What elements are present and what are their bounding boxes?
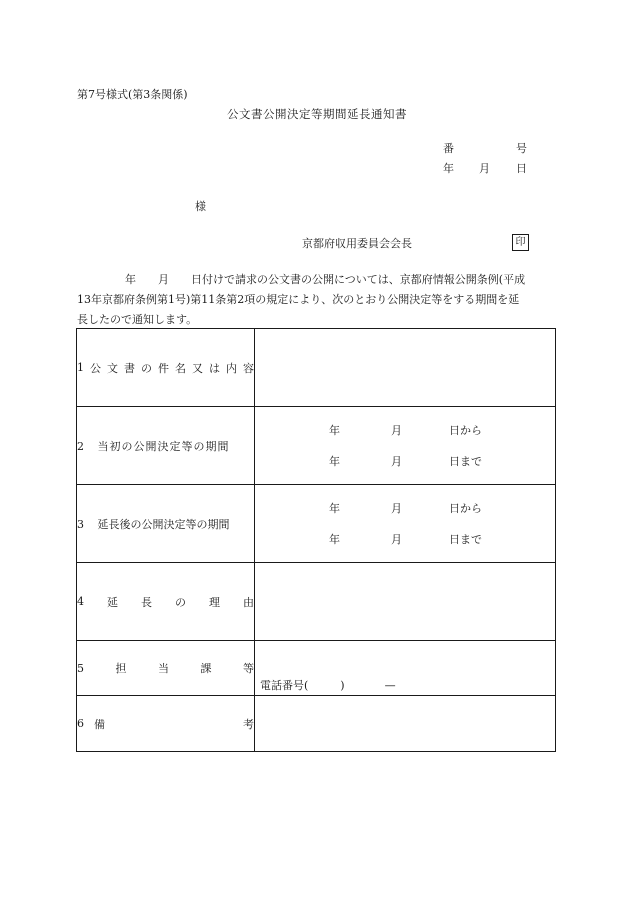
phone-label: 電話番号( — [260, 678, 309, 692]
table-row — [77, 329, 556, 407]
row-label — [77, 563, 255, 641]
period-day: 日まで — [449, 455, 482, 468]
period-month: 月 — [391, 455, 402, 468]
row-label-chars — [77, 594, 254, 610]
table-row — [77, 485, 556, 563]
period-year: 年 — [329, 502, 340, 515]
label-char: 書 — [124, 361, 135, 375]
row-label-chars — [77, 716, 254, 732]
row-label — [77, 696, 255, 752]
document-title: 公文書公開決定等期間延長通知書 — [227, 107, 407, 121]
period-day: 日まで — [449, 533, 482, 546]
label-char: 件 — [158, 361, 169, 375]
document-name-field[interactable] — [255, 329, 556, 407]
row-number: 5 — [77, 661, 84, 675]
label-char: 名 — [175, 361, 186, 375]
phone-dash: — — [384, 678, 396, 692]
row-label-chars — [77, 360, 254, 376]
form-number: 第7号様式(第3条関係) — [77, 88, 188, 101]
number-suffix: 号 — [516, 142, 527, 155]
date-month: 月 — [479, 162, 490, 175]
label-char: 課 — [200, 662, 212, 675]
row-label — [77, 329, 255, 407]
original-period-field[interactable] — [255, 407, 556, 485]
label-char: の — [141, 361, 152, 375]
label-char: 理 — [209, 595, 220, 609]
row-label — [77, 485, 255, 563]
extended-period-field[interactable] — [255, 485, 556, 563]
label-char: 担 — [115, 662, 127, 675]
reason-field[interactable] — [255, 563, 556, 641]
recipient-honorific: 様 — [195, 200, 206, 213]
period-month: 月 — [391, 533, 402, 546]
number-label: 番 — [443, 142, 454, 155]
issue-date — [443, 160, 527, 176]
label-char: 延 — [107, 595, 118, 609]
table-row — [77, 407, 556, 485]
period-year: 年 — [329, 424, 340, 437]
row-label-chars — [77, 660, 254, 676]
label-char: 由 — [243, 595, 254, 609]
period-year: 年 — [329, 455, 340, 468]
period-to — [255, 446, 555, 477]
department-field[interactable] — [255, 641, 556, 696]
period-month: 月 — [391, 424, 402, 437]
label-char: 当 — [158, 662, 169, 675]
sender-name: 京都府収用委員会会長 — [302, 237, 412, 250]
row-number: 3 — [77, 517, 84, 531]
row-label-text: 当初の公開決定等の期間 — [97, 439, 230, 453]
label-char: の — [175, 595, 186, 609]
row-label — [77, 407, 255, 485]
period-month: 月 — [391, 502, 402, 515]
label-char: 公 — [90, 361, 101, 375]
body-line-2: 13年京都府条例第1号)第11条第2項の規定により、次のとおり公開決定等をする期間を延 — [77, 293, 520, 306]
table-row — [77, 696, 556, 752]
row-number: 6 — [77, 717, 84, 730]
table-row — [77, 563, 556, 641]
row-number: 1 — [77, 361, 84, 374]
period-year: 年 — [329, 533, 340, 546]
row-number: 4 — [77, 595, 84, 608]
notice-body — [77, 270, 555, 330]
seal-mark: 印 — [512, 234, 529, 251]
body-line-3: 長したので通知します。 — [77, 313, 198, 326]
table-row — [77, 641, 556, 696]
body-line-1: 年 月 日付けで請求の公文書の公開については、京都府情報公開条例(平成 — [125, 273, 526, 286]
label-char: 又 — [192, 361, 203, 375]
row-label — [77, 641, 255, 696]
period-day: 日から — [449, 502, 482, 515]
label-char: 長 — [141, 595, 152, 609]
notice-table — [76, 328, 556, 752]
label-char: 容 — [243, 361, 254, 375]
label-char: 考 — [243, 717, 254, 731]
label-char: は — [209, 361, 220, 375]
date-year: 年 — [443, 162, 454, 175]
label-char: 備 — [94, 717, 105, 731]
row-number: 2 — [77, 439, 84, 453]
label-char: 内 — [226, 361, 237, 375]
label-char: 文 — [107, 361, 118, 375]
label-char: 等 — [243, 662, 254, 675]
period-from — [255, 415, 555, 446]
period-to — [255, 524, 555, 555]
period-day: 日から — [449, 424, 482, 437]
remarks-field[interactable] — [255, 696, 556, 752]
phone-close-paren: ) — [340, 678, 345, 692]
date-day: 日 — [516, 162, 527, 175]
row-label-text: 延長後の公開決定等の期間 — [97, 517, 230, 531]
period-from — [255, 493, 555, 524]
phone-number-line — [255, 644, 555, 693]
